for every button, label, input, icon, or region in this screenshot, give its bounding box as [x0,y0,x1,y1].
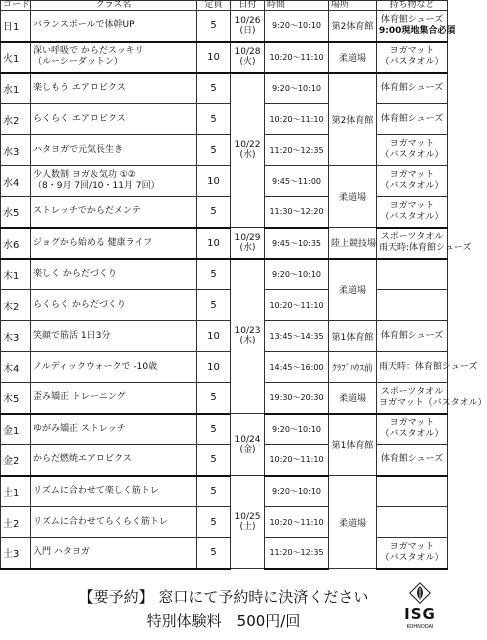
row-date: 10/28 (火) [231,42,265,73]
row-class: 笑顔で筋活 1日3分 [31,321,197,352]
row-capacity: 10 [197,42,231,73]
table-row [1,476,448,507]
row-class: らくらく エアロビクス [31,104,197,135]
row-code: 水3 [1,135,31,166]
row-time: 11:20～12:35 [265,538,329,569]
table-row [1,42,448,73]
row-items: スポーツタオル ヨガマット（バスタオル） [377,383,448,414]
header-class: クラス名 [31,1,197,11]
row-time: 9:45～10:35 [265,228,329,259]
row-capacity: 5 [197,538,231,569]
row-time: 10:20～11:10 [265,104,329,135]
row-time: 9:45～11:00 [265,166,329,197]
row-time: 10:20～11:10 [265,42,329,73]
row-class: 少人数制 ヨガ＆気功 ①② （8・9月 7回/10・11月 7回） [31,166,197,197]
row-code: 金1 [1,414,31,445]
table-row [1,166,448,197]
row-capacity: 5 [197,445,231,476]
row-capacity: 5 [197,73,231,104]
row-time: 10:20～11:10 [265,290,329,321]
row-time: 13:45～14:35 [265,321,329,352]
row-code: 水1 [1,73,31,104]
row-code: 水2 [1,104,31,135]
row-class: バランスボールで体幹UP [31,11,197,42]
table-row [1,73,448,104]
row-code: 木1 [1,259,31,290]
row-code: 木3 [1,321,31,352]
row-date: 10/23 (木) [231,259,265,414]
row-code: 木5 [1,383,31,414]
table-row [1,135,448,166]
row-items: ヨガマット （バスタオル） [377,166,448,197]
row-items: 体育館シューズ [377,321,448,352]
row-class: リズムに合わせてらくらく筋トレ [31,507,197,538]
row-date: 10/24 (金) [231,414,265,476]
row-time: 9:20～10:10 [265,414,329,445]
row-time: 19:30～20:30 [265,383,329,414]
table-row [1,383,448,414]
row-items: 体育館シューズ [377,104,448,135]
row-code: 金2 [1,445,31,476]
row-date: 10/25 (土) [231,476,265,569]
row-class: ハタヨガで元気長生き [31,135,197,166]
header-time: 時間 [265,1,329,11]
row-code: 火1 [1,42,31,73]
row-place: 柔道場 [329,383,377,414]
row-capacity: 10 [197,352,231,383]
row-place: 柔道場 [329,476,377,569]
row-class: ジョグから始める 健康ライフ [31,228,197,259]
row-capacity: 5 [197,507,231,538]
row-time: 11:20～12:35 [265,135,329,166]
row-items: 体育館シューズ 9:00現地集合必須 [377,11,448,42]
row-items: ヨガマット （バスタオル） [377,414,448,445]
header-capacity: 定員 [197,1,231,11]
row-capacity: 5 [197,135,231,166]
row-place: 柔道場 [329,259,377,321]
row-class: ノルディックウォークで -10歳 [31,352,197,383]
row-time: 10:20～11:10 [265,507,329,538]
row-date: 10/29 (水) [231,228,265,259]
row-place: 第1体育館 [329,321,377,352]
row-capacity: 10 [197,228,231,259]
row-class: ストレッチでからだメンテ [31,197,197,228]
table-row [1,321,448,352]
row-items [377,507,448,538]
header-items: 持ち物など [377,1,448,11]
row-items: ヨガマット （バスタオル） [377,197,448,228]
row-class: 深い呼吸で からだスッキリ （ルーシーダットン） [31,42,197,73]
row-capacity: 5 [197,11,231,42]
row-time: 9:20～10:10 [265,73,329,104]
row-place: 柔道場 [329,42,377,73]
row-items: 雨天時：体育館シューズ [377,352,448,383]
row-code: 土3 [1,538,31,569]
logo-sub: KOHNODAI [406,624,434,630]
footer [0,580,447,640]
row-place: 第2体育館 [329,11,377,42]
table-row [1,197,448,228]
trial-fee: 特別体験料 500円/回 [146,612,301,630]
table-row [1,507,448,538]
header-place: 場所 [329,1,377,11]
row-items: 体育館シューズ [377,445,448,476]
row-place: 第2体育館 [329,73,377,166]
table-row [1,445,448,476]
row-time: 11:30～12:20 [265,197,329,228]
row-class: ゆがみ矯正 ストレッチ [31,414,197,445]
row-code: 水5 [1,197,31,228]
row-code: 木2 [1,290,31,321]
row-place: 陸上競技場 [329,228,377,259]
table-row [1,538,448,569]
row-capacity: 5 [197,104,231,135]
row-time: 10:20～11:10 [265,445,329,476]
row-class: 歪み矯正 トレーニング [31,383,197,414]
row-place: ｸﾗﾌﾞﾊｳｽ前 [329,352,377,383]
logo-name: ISG [404,605,436,623]
table-row [1,290,448,321]
row-items: ヨガマット （バスタオル） [377,538,448,569]
row-code: 日1 [1,11,31,42]
row-class: リズムに合わせて楽しく筋トレ [31,476,197,507]
row-time: 9:20～10:10 [265,476,329,507]
row-date: 10/22 (水) [231,73,265,228]
row-code: 水4 [1,166,31,197]
row-capacity: 5 [197,259,231,290]
row-items [377,259,448,290]
isg-logo [397,582,443,636]
header-code: コード [1,1,31,11]
row-capacity: 5 [197,290,231,321]
row-capacity: 10 [197,321,231,352]
row-capacity: 5 [197,414,231,445]
row-items [377,476,448,507]
row-items [377,290,448,321]
row-code: 水6 [1,228,31,259]
table-row [1,11,448,42]
row-class: 楽しく からだづくり [31,259,197,290]
row-capacity: 5 [197,197,231,228]
row-time: 9:20～10:10 [265,11,329,42]
row-class: らくらく からだづくり [31,290,197,321]
row-code: 土1 [1,476,31,507]
row-items: スポーツタオル 雨天時:体育館シューズ [377,228,448,259]
table-row [1,352,448,383]
row-class: からだ燃焼エアロビクス [31,445,197,476]
row-items: ヨガマット （バスタオル） [377,135,448,166]
row-capacity: 5 [197,383,231,414]
row-capacity: 10 [197,166,231,197]
table-row [1,228,448,259]
table-row [1,414,448,445]
row-date: 10/26 (日) [231,11,265,42]
reservation-note: 【要予約】 窓口にて予約時に決済ください [78,588,369,606]
row-capacity: 5 [197,476,231,507]
leaf-mark-icon [409,582,431,604]
row-items: ヨガマット （バスタオル） [377,42,448,73]
table-header-row [1,1,448,11]
row-code: 土2 [1,507,31,538]
table-row [1,259,448,290]
row-time: 9:20～10:10 [265,259,329,290]
row-place: 柔道場 [329,166,377,228]
row-class: 入門 ハタヨガ [31,538,197,569]
table-row [1,104,448,135]
row-code: 木4 [1,352,31,383]
row-place: 第1体育館 [329,414,377,476]
row-items: 体育館シューズ [377,73,448,104]
row-class: 楽しもう エアロビクス [31,73,197,104]
row-time: 14:45～16:00 [265,352,329,383]
header-date: 日付 [231,1,265,11]
